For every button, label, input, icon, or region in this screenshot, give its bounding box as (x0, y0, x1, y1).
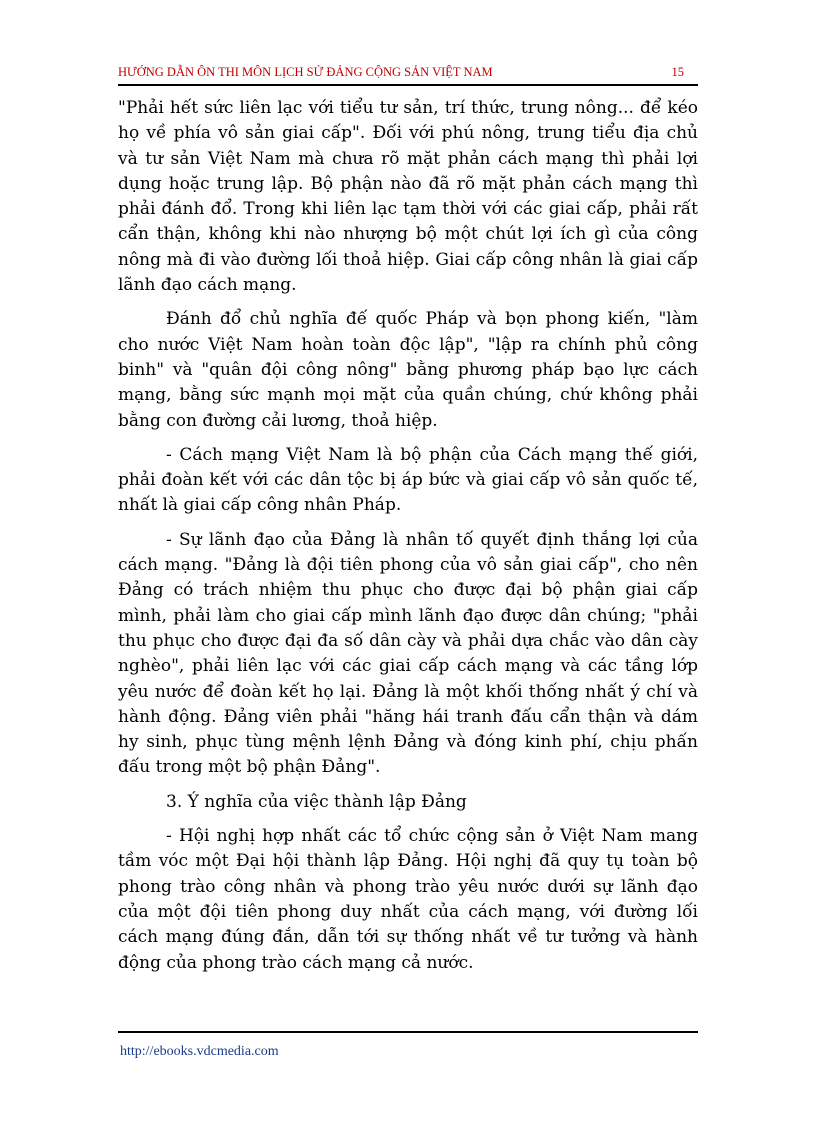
paragraph: - Hội nghị hợp nhất các tổ chức cộng sản ở Việt Nam mang tầm vóc một Đại hội thành lập Đảng. Hội nghị đã quy tụ toàn bộ phong trào công nhân và phong trào yêu nước dưới sự lãnh đạo của một đội tiên phong duy nhất của cách mạng, với đường lối cách mạng đúng đắn, dẫn tới sự thống nhất về tư tưởng và hành động của phong trào cách mạng cả nước. (118, 826, 698, 973)
footer-divider (118, 1031, 698, 1033)
body-text (118, 96, 698, 985)
paragraph: - Cách mạng Việt Nam là bộ phận của Cách mạng thế giới, phải đoàn kết với các dân tộc bị áp bức và giai cấp vô sản quốc tế, nhất là giai cấp công nhân Pháp. (118, 444, 698, 516)
footer-url-link[interactable]: http://ebooks.vdcmedia.com (120, 1044, 279, 1059)
paragraph: - Sự lãnh đạo của Đảng là nhân tố quyết định thắng lợi của cách mạng. "Đảng là đội tiên phong của vô sản giai cấp", cho nên Đảng có trách nhiệm thu phục cho được đại bộ phận giai cấp mình, phải làm cho giai cấp mình lãnh đạo được dân chúng; "phải thu phục cho được đại đa số dân cày và phải dựa chắc vào dân cày nghèo", phải liên lạc với các giai cấp cách mạng và các tầng lớp yêu nước để đoàn kết họ lại. Đảng là một khối thống nhất ý chí và hành động. Đảng viên phải "hăng hái tranh đấu cẩn thận và dám hy sinh, phục tùng mệnh lệnh Đảng và đóng kinh phí, chịu phấn đấu trong một bộ phận Đảng". (118, 529, 698, 778)
paragraph: Đánh đổ chủ nghĩa đế quốc Pháp và bọn phong kiến, "làm cho nước Việt Nam hoàn toàn độc lập", "lập ra chính phủ công binh" và "quân đội công nông" bằng phương pháp bạo lực cách mạng, bằng sức mạnh mọi mặt của quần chúng, chứ không phải bằng con đường cải lương, thoả hiệp. (118, 309, 698, 431)
page-number: 15 (671, 65, 684, 79)
paragraph-continuation: "Phải hết sức liên lạc với tiểu tư sản, trí thức, trung nông... để kéo họ về phía vô sản giai cấp". Đối với phú nông, trung tiểu địa chủ và tư sản Việt Nam mà chưa rõ mặt phản cách mạng thì phải lợi dụng hoặc trung lập. Bộ phận nào đã rõ mặt phản cách mạng thì phải đánh đổ. Trong khi liên lạc tạm thời với các giai cấp, phải rất cẩn thận, không khi nào nhượng bộ một chút lợi ích gì của công nông mà đi vào đường lối thoả hiệp. Giai cấp công nhân là giai cấp lãnh đạo cách mạng. (118, 98, 698, 296)
section-heading: 3. Ý nghĩa của việc thành lập Đảng (166, 791, 467, 812)
page-header (118, 64, 698, 86)
header-title: HƯỚNG DẪN ÔN THI MÔN LỊCH SỬ ĐẢNG CỘNG SẢN VIỆT NAM (118, 65, 493, 79)
